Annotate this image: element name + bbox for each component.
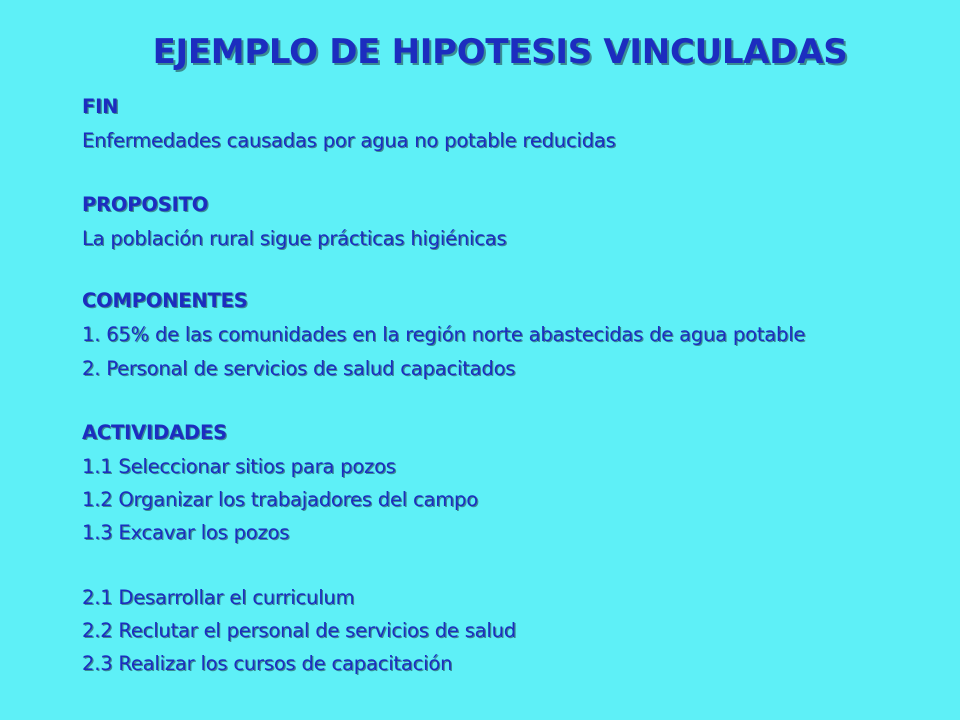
- actividad-item: 1.3 Excavar los pozos: [82, 521, 290, 544]
- actividad-item: 2.2 Reclutar el personal de servicios de salud: [82, 619, 516, 642]
- actividades-heading: ACTIVIDADES: [82, 421, 227, 444]
- componente-item: 2. Personal de servicios de salud capacitados: [82, 357, 516, 380]
- actividad-item: 2.3 Realizar los cursos de capacitación: [82, 652, 453, 675]
- fin-text: Enfermedades causadas por agua no potable reducidas: [82, 129, 616, 152]
- slide-title: EJEMPLO DE HIPOTESIS VINCULADAS: [152, 32, 848, 72]
- componente-item: 1. 65% de las comunidades en la región norte abastecidas de agua potable: [82, 323, 806, 346]
- actividad-item: 2.1 Desarrollar el curriculum: [82, 586, 355, 609]
- actividad-item: 1.1 Seleccionar sitios para pozos: [82, 455, 396, 478]
- actividad-item: 1.2 Organizar los trabajadores del campo: [82, 488, 478, 511]
- proposito-heading: PROPOSITO: [82, 193, 209, 216]
- fin-heading: FIN: [82, 95, 119, 118]
- componentes-heading: COMPONENTES: [82, 289, 248, 312]
- proposito-text: La población rural sigue prácticas higiénicas: [82, 227, 507, 250]
